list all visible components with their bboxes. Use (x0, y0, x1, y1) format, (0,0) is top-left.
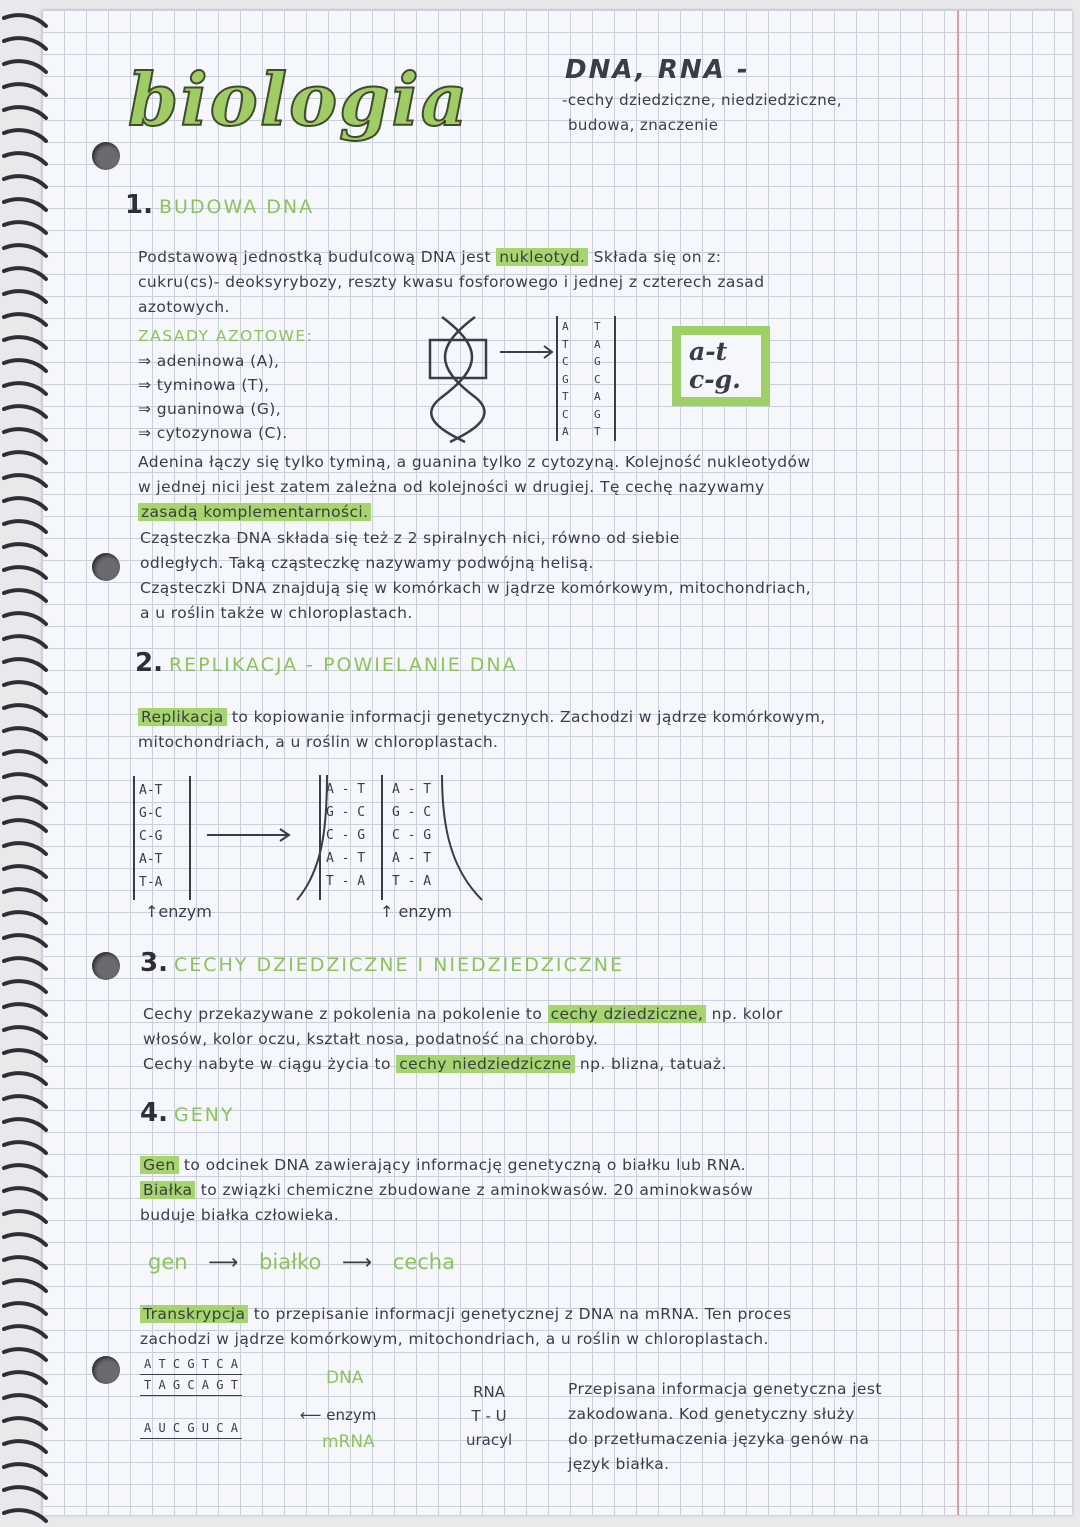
base-pair: G - C (392, 805, 432, 820)
spiral-coil (4, 291, 46, 302)
strand-base: C (562, 407, 569, 421)
mrna-strand: A U C G U C A (140, 1418, 242, 1439)
strand-base: G (594, 407, 601, 421)
double-helix-drawing (420, 312, 570, 447)
spiral-coil (4, 843, 46, 854)
subtitle-line2: budowa, znaczenie (568, 116, 719, 134)
spiral-coil (4, 1510, 46, 1521)
rep-left-pairs (326, 778, 365, 893)
p1-line3: azotowych. (138, 298, 230, 316)
base-item: ⇒ cytozynowa (C). (138, 424, 288, 442)
note-line4: język białka. (568, 1455, 670, 1473)
replication-before (133, 776, 191, 900)
p3-line1: Cząsteczka DNA składa się też z 2 spiralnych nici, równo od siebie (140, 529, 680, 547)
helix-strand (445, 317, 485, 442)
strand-base: T (594, 320, 601, 333)
section2-number: 2. (135, 648, 163, 678)
punch-hole (92, 952, 120, 980)
spiral-coil (4, 866, 46, 877)
p2-line2: w jednej nici jest zatem zależna od kolejności w drugiej. Tę cechę nazywamy (138, 478, 765, 496)
section1-paragraph3 (140, 526, 1000, 626)
spiral-coil (4, 1211, 46, 1222)
p1-text-a: Podstawową jednostką budulcową DNA jest (138, 248, 491, 266)
spiral-coil (4, 1119, 46, 1130)
spiral-coil (4, 406, 46, 417)
spiral-coil (4, 751, 46, 762)
replikacja-highlight: Replikacja (138, 708, 227, 726)
bases-list (138, 324, 428, 445)
dna-label: DNA (326, 1368, 364, 1388)
replication-arrow (205, 825, 295, 845)
notebook-page (42, 10, 1072, 1515)
niedziedziczne-highlight: cechy niedziedziczne (396, 1055, 574, 1073)
spiral-coil (4, 636, 46, 647)
spiral-coil (4, 314, 46, 325)
enzyme-label-2: ↑ enzym (380, 902, 452, 921)
nukleotyd-highlight: nukleotyd. (496, 248, 588, 266)
spiral-coil (4, 153, 46, 164)
spiral-binding (0, 0, 50, 1527)
bialka-highlight: Białka (140, 1181, 195, 1199)
spiral-coil (4, 659, 46, 670)
base-pair: A - T (326, 782, 366, 797)
strand-base: T (562, 390, 569, 403)
base-pair: A - T (326, 851, 366, 866)
spiral-coil (4, 889, 46, 900)
spiral-coil (4, 15, 46, 26)
strand-curve (297, 775, 327, 900)
spiral-coil (4, 268, 46, 279)
spiral-coil (4, 705, 46, 716)
spiral-coil (4, 682, 46, 693)
spiral-coil (4, 1073, 46, 1084)
strand-base: C (594, 372, 601, 386)
p4-line1: Cząsteczki DNA znajdują się w komórkach w jądrze komórkowym, mitochondriach, (140, 579, 812, 597)
spiral-coil (4, 1303, 46, 1314)
helix-zoom-box (430, 340, 486, 378)
p1-line2: cukru(cs)- deoksyrybozy, reszty kwasu fosforowego i jednej z czterech zasad (138, 273, 765, 291)
section4-paragraph2 (140, 1302, 980, 1352)
rna-box (466, 1380, 512, 1452)
spiral-coil (4, 429, 46, 440)
replikacja-text: to kopiowanie informacji genetycznych. Zachodzi w jądrze komórkowym, (231, 708, 826, 726)
section4-title: GENY (173, 1104, 235, 1126)
flow-bialko: białko (259, 1250, 322, 1274)
spiral-coil (4, 1372, 46, 1383)
spiral-coil (4, 176, 46, 187)
strand-base: A (562, 320, 569, 333)
spiral-coil (4, 728, 46, 739)
flow-arrow-icon: ⟶ (342, 1250, 373, 1274)
spiral-coil (4, 1349, 46, 1360)
base-pair: T - A (392, 874, 432, 889)
dna-top-strand: A T C G T C A (140, 1354, 242, 1375)
spiral-coil (4, 1004, 46, 1015)
base-pair: C-G (139, 829, 163, 844)
spiral-coil (4, 797, 46, 808)
punch-hole (92, 1356, 120, 1384)
enzyme-label-1: ↑enzym (145, 902, 212, 921)
section1-title: BUDOWA DNA (158, 196, 315, 218)
enzyme-label-3: enzym (326, 1406, 377, 1424)
strand-diagram (556, 316, 616, 441)
spiral-coil (4, 1464, 46, 1475)
spiral-coil (4, 1142, 46, 1153)
base-item: ⇒ guaninowa (G), (138, 400, 282, 418)
base-pair: A-T (139, 783, 163, 798)
spiral-coil (4, 130, 46, 141)
section1-heading (125, 190, 314, 220)
p4-line2: a u roślin także w chloroplastach. (140, 604, 413, 622)
strand-right (594, 318, 601, 441)
spiral-coil (4, 1441, 46, 1452)
section3-paragraph (143, 1002, 983, 1077)
spiral-coil (4, 544, 46, 555)
base-pair: T - A (326, 874, 366, 889)
spiral-coil (4, 107, 46, 118)
section4-heading (140, 1098, 235, 1128)
gen-highlight: Gen (140, 1156, 179, 1174)
strand-base: G (594, 355, 601, 368)
section1-paragraph1 (138, 245, 948, 320)
base-pair: A-T (139, 852, 163, 867)
dziedziczne-highlight: cechy dziedziczne, (548, 1005, 707, 1023)
transkrypcja-highlight: Transkrypcja (140, 1305, 248, 1323)
bialka-line2: buduje białka człowieka. (140, 1206, 340, 1224)
rna-heading: RNA (473, 1383, 506, 1401)
strand-curve (442, 775, 482, 900)
spiral-coil (4, 935, 46, 946)
base-pair-box (672, 326, 770, 406)
strand-base: G (562, 372, 569, 386)
base-item: ⇒ adeninowa (A), (138, 352, 280, 370)
spiral-coil (4, 1188, 46, 1199)
spiral-coil (4, 1027, 46, 1038)
margin-line (957, 10, 959, 1515)
trans-text: to przepisanie informacji genetycznej z DNA na mRNA. Ten proces (253, 1305, 792, 1323)
spiral-coil (4, 912, 46, 923)
base-pair: A - T (392, 782, 432, 797)
spiral-coil (4, 567, 46, 578)
left-arrow-icon: ⟵ (300, 1406, 327, 1424)
base-pair: C - G (392, 828, 432, 843)
p3-line2: odległych. Taką cząsteczkę nazywamy podwójną helisą. (140, 554, 594, 572)
note-line2: zakodowana. Kod genetyczny służy (568, 1405, 855, 1423)
strand-base: A (594, 337, 601, 351)
section3-number: 3. (140, 948, 168, 978)
base-pair: T-A (139, 875, 163, 890)
spiral-coil (4, 958, 46, 969)
spiral-coil (4, 1487, 46, 1498)
spiral-coil (4, 1395, 46, 1406)
helix-strand (431, 317, 472, 442)
s3-line2: włosów, kolor oczu, kształt nosa, podatność na choroby. (143, 1030, 599, 1048)
base-item: ⇒ tyminowa (T), (138, 376, 270, 394)
s3-line3-b: np. blizna, tatuaż. (579, 1055, 727, 1073)
spiral-coil (4, 820, 46, 831)
spiral-coil (4, 498, 46, 509)
strand-left (562, 318, 569, 441)
strand-base: T (594, 425, 601, 438)
base-pair: A - T (392, 851, 432, 866)
section2-paragraph (138, 705, 978, 755)
spiral-coil (4, 360, 46, 371)
spiral-coil (4, 1234, 46, 1245)
section1-paragraph2 (138, 450, 978, 525)
section2-heading (135, 648, 518, 678)
spiral-coil (4, 199, 46, 210)
spiral-coil (4, 475, 46, 486)
spiral-coil (4, 222, 46, 233)
section2-title: REPLIKACJA - POWIELANIE DNA (168, 654, 518, 676)
flow-arrow-icon: ⟶ (208, 1250, 239, 1274)
spiral-coil (4, 521, 46, 532)
section1-number: 1. (125, 190, 153, 220)
spiral-coil (4, 590, 46, 601)
spiral-coil (4, 84, 46, 95)
note-line1: Przepisana informacja genetyczna jest (568, 1380, 882, 1398)
spiral-coil (4, 337, 46, 348)
spiral-coil (4, 613, 46, 624)
note-line3: do przetłumaczenia języka genów na (568, 1430, 870, 1448)
replication-after-frame (292, 770, 487, 905)
base-pair: G - C (326, 805, 366, 820)
spiral-coil (4, 245, 46, 256)
gene-flow (148, 1250, 455, 1274)
replikacja-line2: mitochondriach, a u roślin w chloroplastach. (138, 733, 499, 751)
trans-line2: zachodzi w jądrze komórkowym, mitochondriach, a u roślin w chloroplastach. (140, 1330, 769, 1348)
section3-title: CECHY DZIEDZICZNE I NIEDZIEDZICZNE (173, 954, 624, 976)
rna-note: uracyl (466, 1431, 513, 1449)
spiral-coil (4, 1326, 46, 1337)
bases-heading: ZASADY AZOTOWE: (138, 327, 314, 345)
p1-text-b: Składa się on z: (593, 248, 722, 266)
base-pair: G-C (139, 806, 163, 821)
pair-cg: c-g. (689, 365, 741, 394)
gen-text: to odcinek DNA zawierający informację genetyczną o białku lub RNA. (183, 1156, 746, 1174)
pair-at: a-t (689, 337, 728, 366)
spacer (140, 1396, 242, 1418)
bialka-text: to związki chemiczne zbudowane z aminokwasów. 20 aminokwasów (200, 1181, 754, 1199)
subject-heading: DNA, RNA - (565, 55, 750, 85)
spiral-coil (4, 1096, 46, 1107)
strand-base: A (562, 425, 569, 438)
enzyme-arrow (300, 1406, 376, 1424)
komplementarnosc-highlight: zasadą komplementarności. (138, 503, 371, 521)
spiral-coil (4, 38, 46, 49)
spiral-coil (4, 383, 46, 394)
punch-hole (92, 142, 120, 170)
spiral-coil (4, 1280, 46, 1291)
spiral-coil (4, 1418, 46, 1429)
spiral-coil (4, 1165, 46, 1176)
rna-swap: T - U (471, 1407, 507, 1425)
spiral-coil (4, 981, 46, 992)
base-pair: C - G (326, 828, 366, 843)
p2-line1: Adenina łączy się tylko tyminą, a guanina tylko z cytozyną. Kolejność nukleotydów (138, 453, 811, 471)
section3-heading (140, 948, 624, 978)
section4-number: 4. (140, 1098, 168, 1128)
pairs-left (135, 776, 189, 894)
s3-line1-a: Cechy przekazywane z pokolenia na pokolenie to (143, 1005, 543, 1023)
spiral-coil (4, 1050, 46, 1061)
page-title: biologia (128, 57, 470, 142)
strand-base: A (594, 390, 601, 403)
mrna-label: mRNA (322, 1432, 375, 1452)
rep-right-pairs (392, 778, 431, 893)
subtitle-line1: -cechy dziedziczne, niedziedziczne, (562, 91, 842, 109)
flow-gen: gen (148, 1250, 188, 1274)
spiral-coil (4, 452, 46, 463)
flow-cecha: cecha (392, 1250, 455, 1274)
punch-hole (92, 553, 120, 581)
strand-base: C (562, 355, 569, 368)
strand-base: T (562, 337, 569, 351)
spiral-coil (4, 774, 46, 785)
genetic-code-note (568, 1377, 948, 1477)
section4-paragraph1 (140, 1153, 980, 1228)
title-block (128, 55, 538, 150)
s3-line3-a: Cechy nabyte w ciągu życia to (143, 1055, 391, 1073)
spiral-coil (4, 61, 46, 72)
transcription-diagram (140, 1354, 242, 1439)
spiral-coil (4, 1257, 46, 1268)
dna-bottom-strand: T A G C A G T (140, 1375, 242, 1396)
s3-line1-b: np. kolor (711, 1005, 783, 1023)
